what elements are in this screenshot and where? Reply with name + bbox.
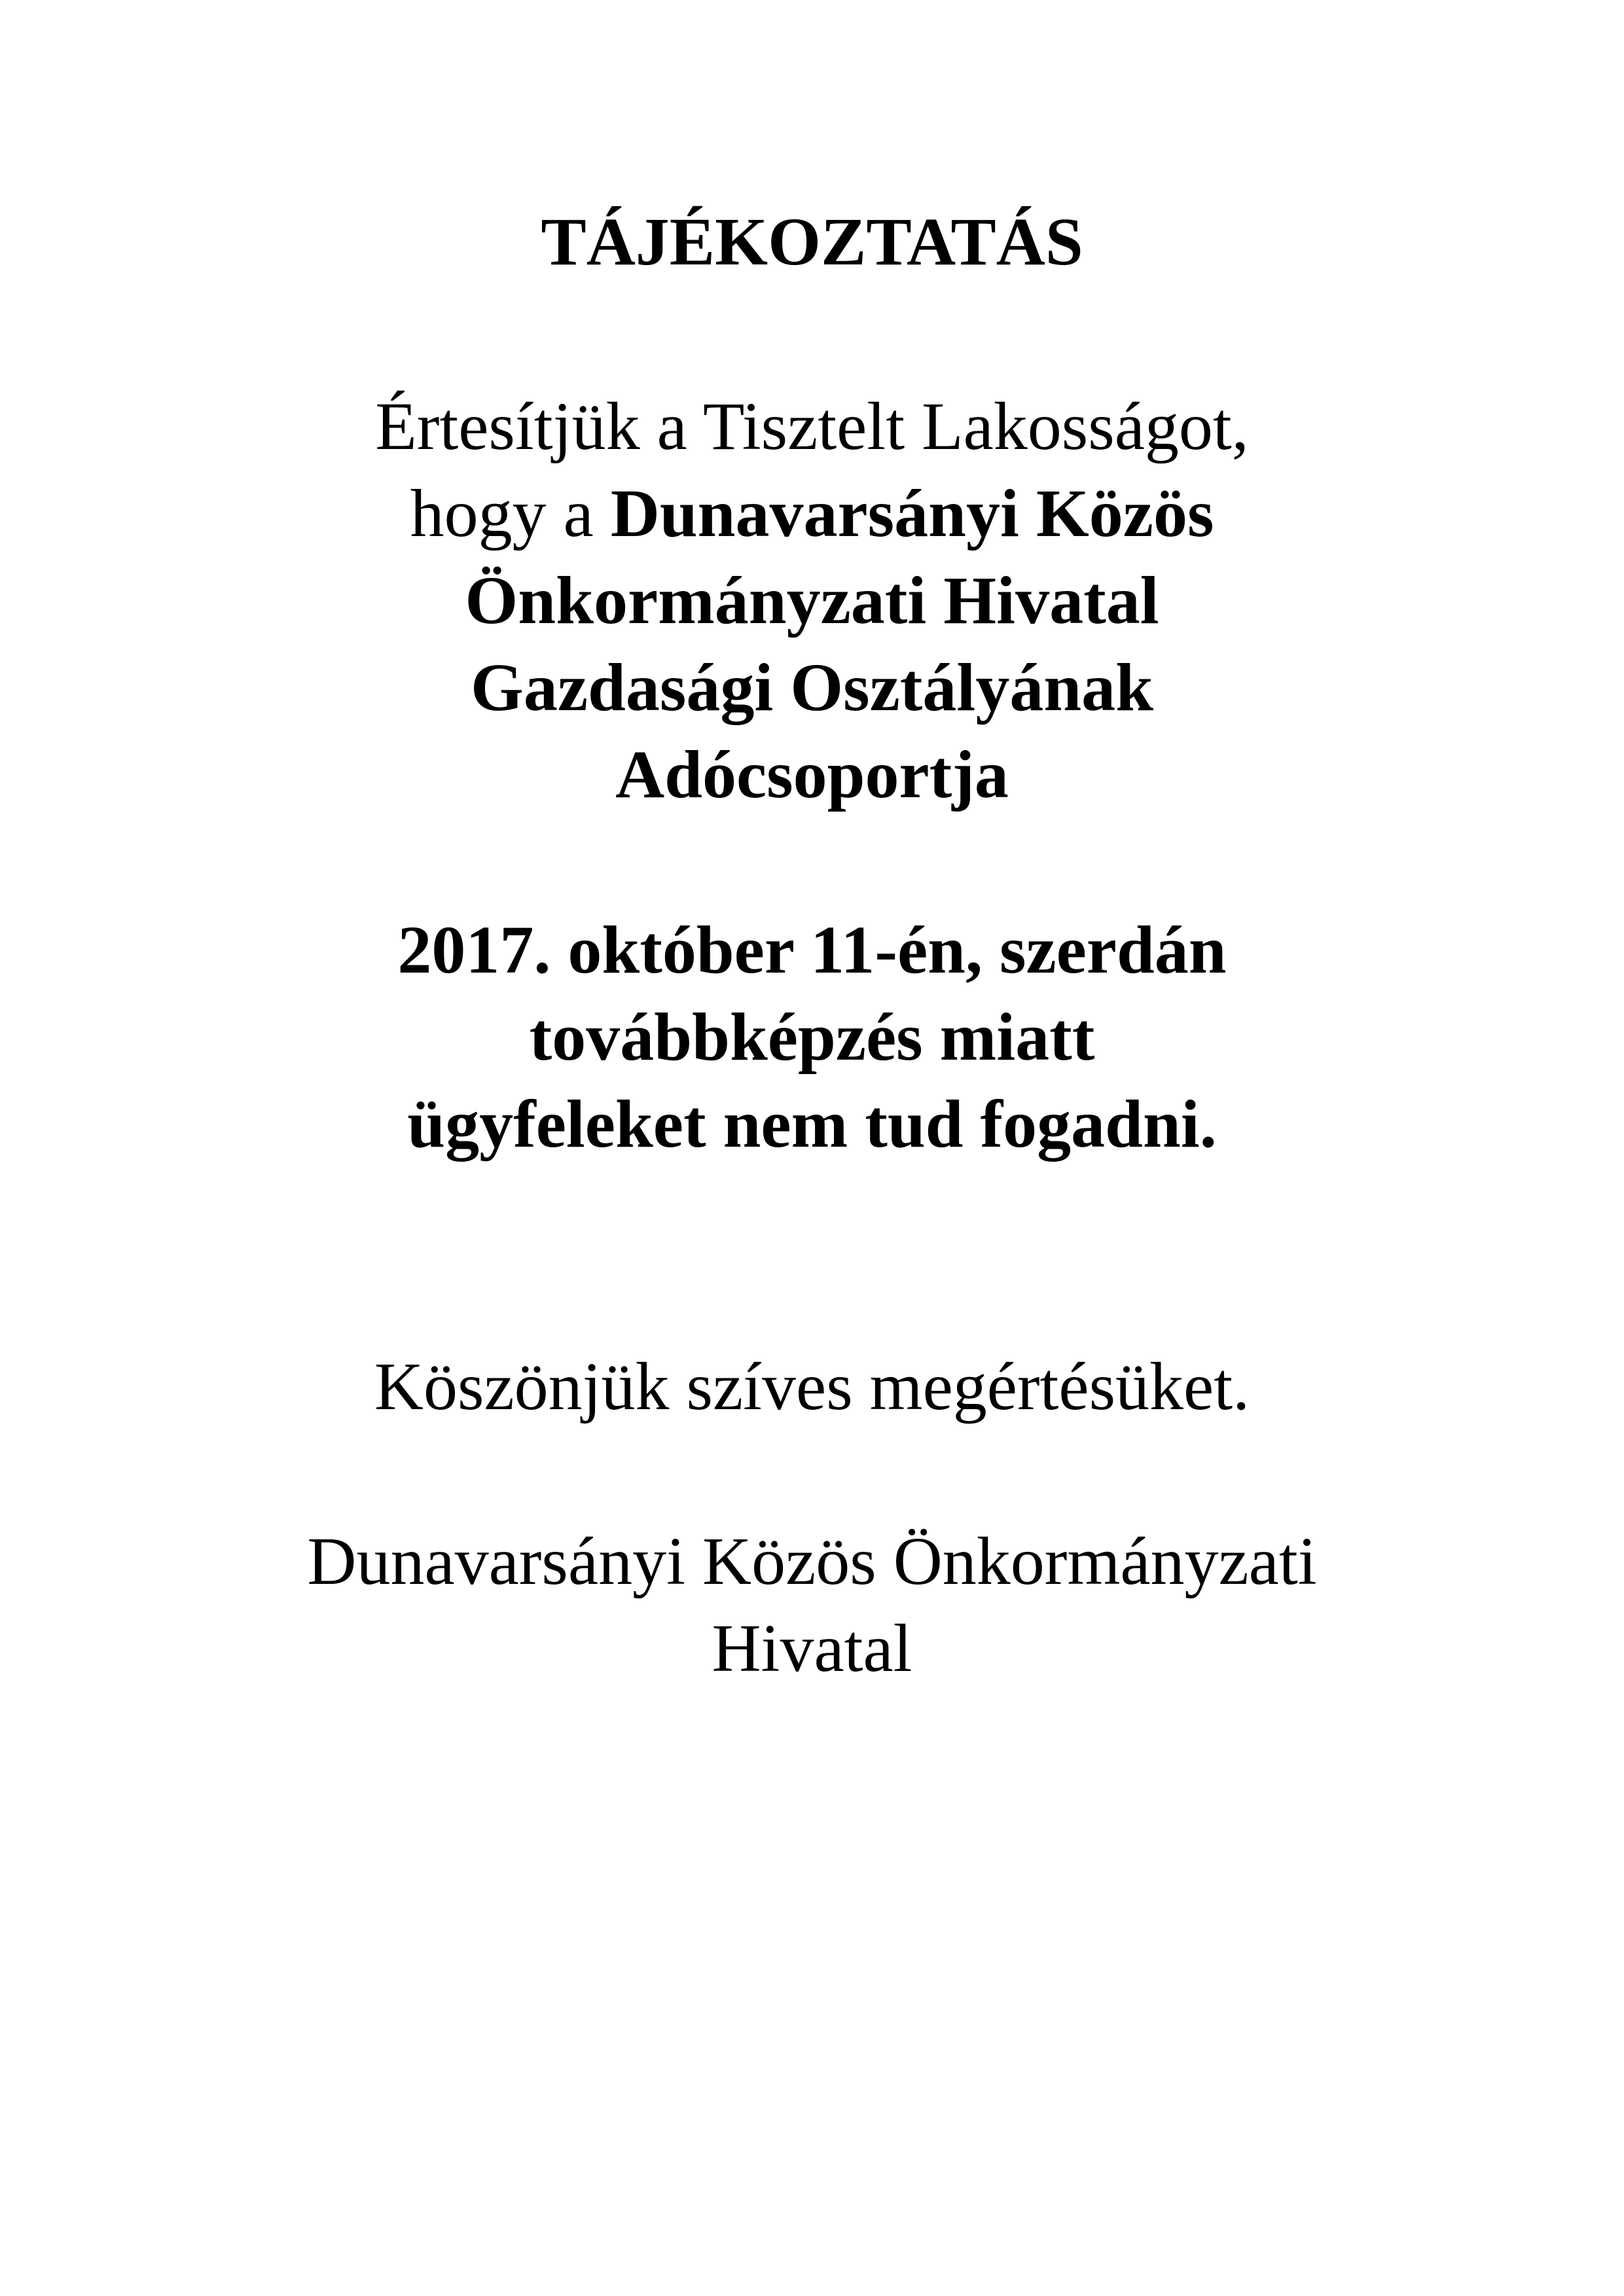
office-name-part-1: Dunavarsányi Közös — [610, 476, 1214, 551]
thanks-line: Köszönjük szíves megértésüket. — [374, 1349, 1250, 1424]
signature-line-2: Hivatal — [712, 1611, 912, 1686]
intro-line-1: Értesítjük a Tisztelt Lakosságot, — [375, 389, 1249, 464]
closure-consequence: ügyfeleket nem tud fogadni. — [407, 1086, 1217, 1162]
office-group: Adócsoportja — [615, 737, 1009, 812]
signature-line-1: Dunavarsányi Közös Önkormányzati — [307, 1524, 1317, 1599]
intro-line-2-prefix: hogy a — [410, 476, 611, 551]
closure-reason: továbbképzés miatt — [529, 999, 1095, 1075]
closure-date: 2017. október 11-én, szerdán — [397, 912, 1227, 988]
office-department: Gazdasági Osztályának — [471, 650, 1153, 725]
intro-line-2 — [0, 476, 1624, 551]
notice-title: TÁJÉKOZTATÁS — [541, 204, 1083, 279]
office-name-part-2: Önkormányzati Hivatal — [465, 563, 1159, 638]
